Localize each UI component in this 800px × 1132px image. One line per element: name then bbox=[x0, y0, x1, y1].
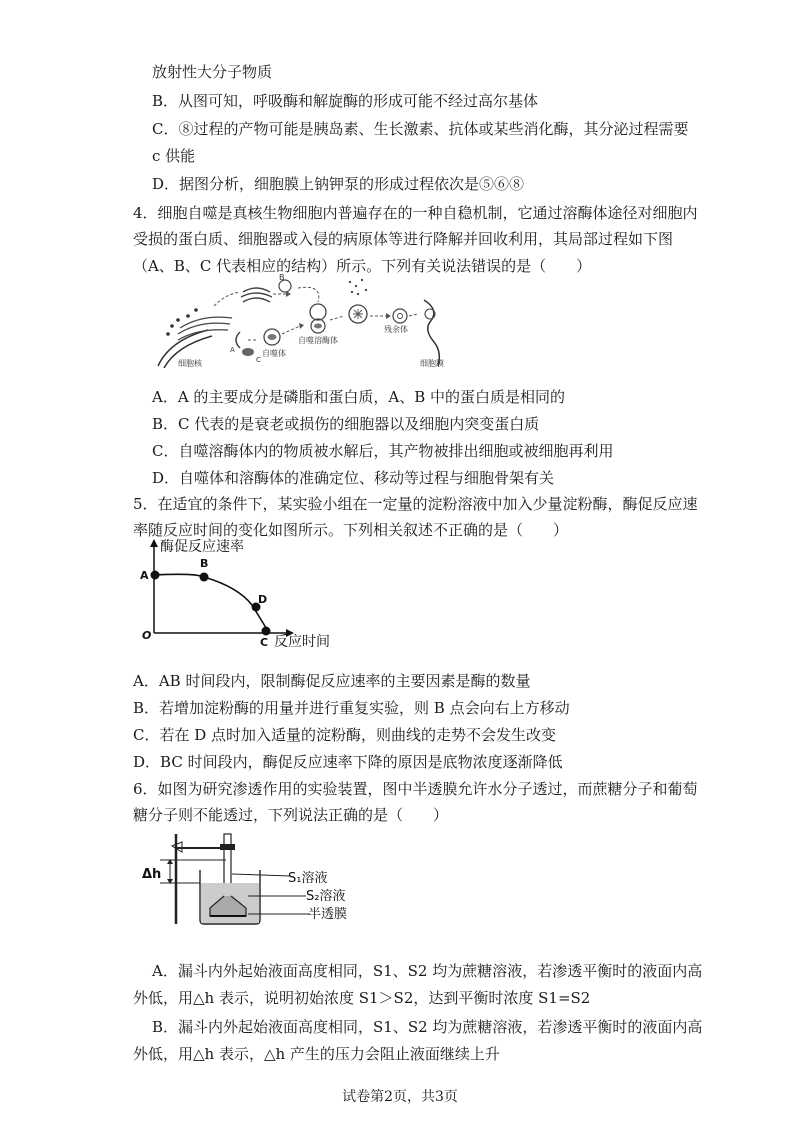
option-a-q4: A．A 的主要成分是磷脂和蛋白质，A、B 中的蛋白质是相同的 bbox=[152, 388, 566, 406]
label-b: B bbox=[279, 273, 285, 282]
option-c-q5: C．若在 D 点时加入适量的淀粉酶，则曲线的走势不会发生改变 bbox=[133, 726, 557, 744]
option-d-q3: D．据图分析，细胞膜上钠钾泵的形成过程依次是⑤⑥⑧ bbox=[152, 175, 525, 193]
label-c: C bbox=[256, 356, 261, 364]
option-a-q6-line-2: 外低，用△h 表示，说明初始浓度 S1＞S2，达到平衡时浓度 S1=S2 bbox=[133, 989, 591, 1007]
question-4-stem-3: （A、B、C 代表相应的结构）所示。下列有关说法错误的是（ ） bbox=[133, 257, 592, 275]
enzyme-rate-graph bbox=[140, 535, 370, 650]
delta-h-label: Δh bbox=[142, 867, 162, 882]
semipermeable-membrane-label: 半透膜 bbox=[308, 907, 348, 922]
label-cell-membrane: 细胞膜 bbox=[420, 359, 444, 368]
option-c-q4: C．自噬溶酶体内的物质被水解后，其产物被排出细胞或被细胞再利用 bbox=[152, 442, 614, 460]
s1-solution-label: S₁溶液 bbox=[288, 871, 328, 886]
question-5-stem-1: 5．在适宜的条件下，某实验小组在一定量的淀粉溶液中加入少量淀粉酶，酶促反应速 bbox=[133, 495, 698, 513]
option-b-q5: B．若增加淀粉酶的用量并进行重复实验，则 B 点会向右上方移动 bbox=[133, 699, 570, 717]
question-6-stem-1: 6．如图为研究渗透作用的实验装置，图中半透膜允许水分子透过，而蔗糖分子和葡萄 bbox=[133, 780, 698, 798]
question-6-stem-2: 糖分子则不能透过，下列说法正确的是（ ） bbox=[133, 806, 449, 824]
label-autolysosome: 自噬溶酶体 bbox=[298, 336, 338, 345]
x-axis-label: 反应时间 bbox=[274, 634, 330, 650]
question-5-stem-2: 率随反应时间的变化如图所示。下列相关叙述不正确的是（ ） bbox=[133, 521, 569, 539]
page-footer: 试卷第2页，共3页 bbox=[342, 1089, 458, 1105]
option-a-q5: A．AB 时间段内，限制酶促反应速率的主要因素是酶的数量 bbox=[133, 672, 531, 690]
question-4-stem-2: 受损的蛋白质、细胞器或入侵的病原体等进行降解并回收利用，其局部过程如下图 bbox=[133, 230, 674, 248]
y-axis-label: 酶促反应速率 bbox=[160, 539, 244, 555]
label-residual-body: 残余体 bbox=[384, 325, 408, 334]
osmosis-apparatus bbox=[140, 830, 380, 930]
option-a-q6-line-1: A．漏斗内外起始液面高度相同，S1、S2 均为蔗糖溶液，若渗透平衡时的液面内高 bbox=[152, 962, 703, 980]
point-a-label: A bbox=[140, 569, 149, 582]
option-d-q5: D．BC 时间段内，酶促反应速率下降的原因是底物浓度逐渐降低 bbox=[133, 753, 563, 771]
label-autophagosome: 自噬体 bbox=[262, 349, 286, 358]
text-line-4: c 供能 bbox=[152, 147, 196, 165]
option-d-q4: D．自噬体和溶酶体的准确定位、移动等过程与细胞骨架有关 bbox=[152, 469, 555, 487]
point-c-label: C bbox=[260, 636, 269, 649]
autophagy-diagram bbox=[148, 270, 460, 368]
option-b-q6-line-2: 外低，用△h 表示，△h 产生的压力会阻止液面继续上升 bbox=[133, 1045, 500, 1063]
option-c-q3: C．⑧过程的产物可能是胰岛素、生长激素、抗体或某些消化酶，其分泌过程需要 bbox=[152, 120, 689, 138]
point-d-label: D bbox=[258, 593, 268, 606]
origin-label: O bbox=[142, 629, 152, 642]
question-4-stem-1: 4．细胞自噬是真核生物细胞内普遍存在的一种自稳机制，它通过溶酶体途径对细胞内 bbox=[133, 204, 698, 222]
label-nucleus: 细胞核 bbox=[178, 359, 202, 368]
s2-solution-label: S₂溶液 bbox=[306, 889, 346, 904]
option-b-q6-line-1: B．漏斗内外起始液面高度相同，S1、S2 均为蔗糖溶液，若渗透平衡时的液面内高 bbox=[152, 1018, 703, 1036]
option-b-q3: B．从图可知，呼吸酶和解旋酶的形成可能不经过高尔基体 bbox=[152, 92, 539, 110]
point-b-label: B bbox=[200, 557, 209, 570]
text-line-1: 放射性大分子物质 bbox=[152, 63, 273, 81]
label-a: A bbox=[230, 346, 235, 354]
option-b-q4: B．C 代表的是衰老或损伤的细胞器以及细胞内突变蛋白质 bbox=[152, 415, 540, 433]
